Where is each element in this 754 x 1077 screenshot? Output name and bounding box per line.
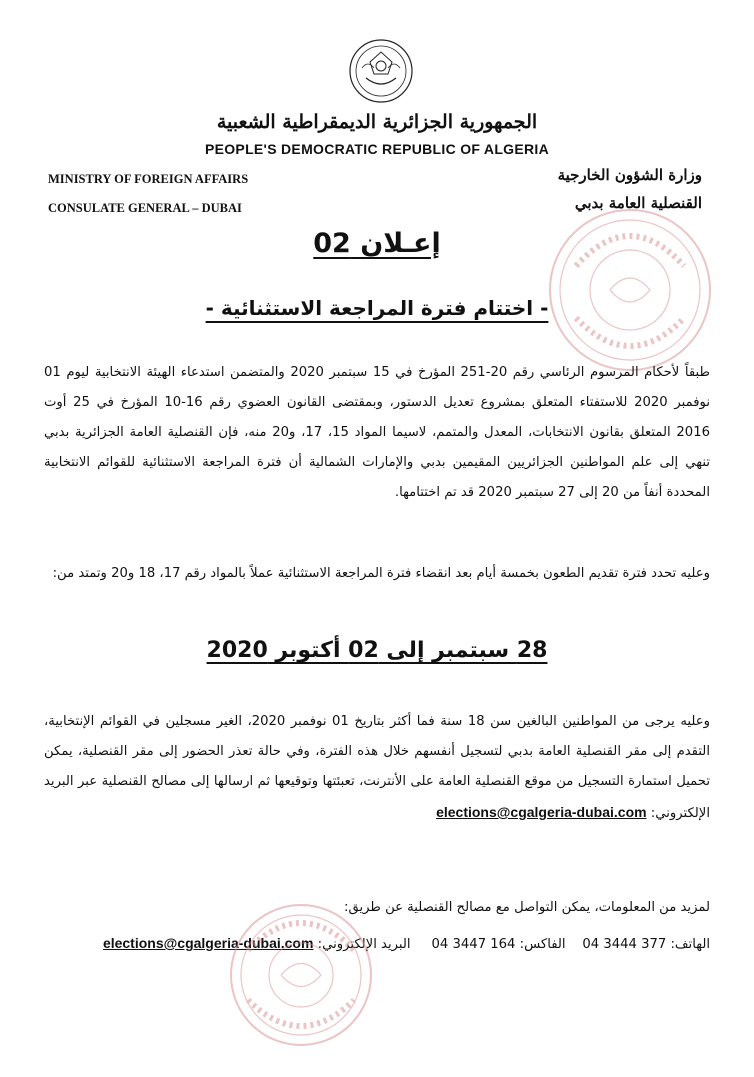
contact-details	[44, 935, 710, 952]
paragraph-registration	[44, 707, 710, 829]
announcement-title: إعـلان 02	[313, 228, 441, 259]
ministry-name-english: MINISTRY OF FOREIGN AFFAIRS	[48, 172, 249, 186]
paragraph-appeals-period: وعليه تحدد فترة تقديم الطعون بخمسة أيام بعد انقضاء فترة المراجعة الاستثنائية عملاً بالمواد رقم 17، 18 و20 وتمتد من:	[52, 566, 710, 581]
announcement-subtitle: - اختتام فترة المراجعة الاستثنائية -	[205, 296, 549, 320]
consulate-stamp-bottom-icon	[226, 900, 376, 1050]
registration-text: وعليه يرجى من المواطنين البالغين سن 18 سنة فما أكثر بتاريخ 01 نوفمبر 2020، الغير مسجلين في القوائم الإنتخابية، التقدم إلى مقر القنصلية العامة بدبي لتسجيل أنفسهم خلال هذه الفترة، وفي حالة تعذر الحضور إلى مقر القنصلية، يمكن تحميل استمارة التسجيل من موقع القنصلية العامة على الأنترنت، تعبئتها وتوقيعها ثم ارسالها إلى مصالح القنصلية عبر البريد الإلكتروني:	[44, 714, 710, 821]
ministry-name-arabic: وزارة الشؤون الخارجية	[557, 166, 702, 184]
fax-label: الفاكس:	[519, 937, 566, 952]
phone-number[interactable]: 04 3444 377	[582, 937, 667, 952]
republic-name-english: PEOPLE'S DEMOCRATIC REPUBLIC OF ALGERIA	[204, 141, 550, 157]
elections-email-link-1[interactable]: elections@cgalgeria-dubai.com	[436, 804, 647, 820]
fax-number: 04 3447 164	[431, 937, 516, 952]
phone-label: الهاتف:	[670, 937, 710, 952]
consulate-name-arabic: القنصلية العامة بدبي	[574, 194, 702, 212]
national-emblem-icon	[348, 38, 414, 104]
email-label: البريد الإلكتروني:	[317, 937, 411, 952]
appeals-date-range: 28 سبتمبر إلى 02 أكتوبر 2020	[206, 638, 548, 663]
consulate-name-english: CONSULATE GENERAL – DUBAI	[48, 201, 242, 215]
elections-email-link-2[interactable]: elections@cgalgeria-dubai.com	[102, 935, 314, 951]
paragraph-decree: طبقاً لأحكام المرسوم الرئاسي رقم 20-251 المؤرخ في 15 سبتمبر 2020 والمتضمن استدعاء الهيئة الانتخابية ليوم 01 نوفمبر 2020 للاستفتاء المتعلق بمشروع تعديل الدستور، وبمقتضى القانون العضوي رقم 16-10 المؤرخ في 25 أوت 2016 المتعلق بقانون الانتخابات، المعدل والمتمم، لاسيما المواد 15، 17، و20 منه، فإن القنصلية العامة الجزائرية بدبي تنهي إلى علم المواطنين الجزائريين المقيمين بدبي والإمارات الشمالية أن فترة المراجعة الاستثنائية للقوائم الانتخابية المحددة أنفاً من 20 إلى 27 سبتمبر 2020 قد تم اختتامها.	[44, 365, 711, 500]
republic-name-arabic: الجمهورية الجزائرية الديمقراطية الشعبية	[216, 111, 538, 133]
contact-intro: لمزيد من المعلومات، يمكن التواصل مع مصالح القنصلية عن طريق:	[344, 900, 710, 915]
